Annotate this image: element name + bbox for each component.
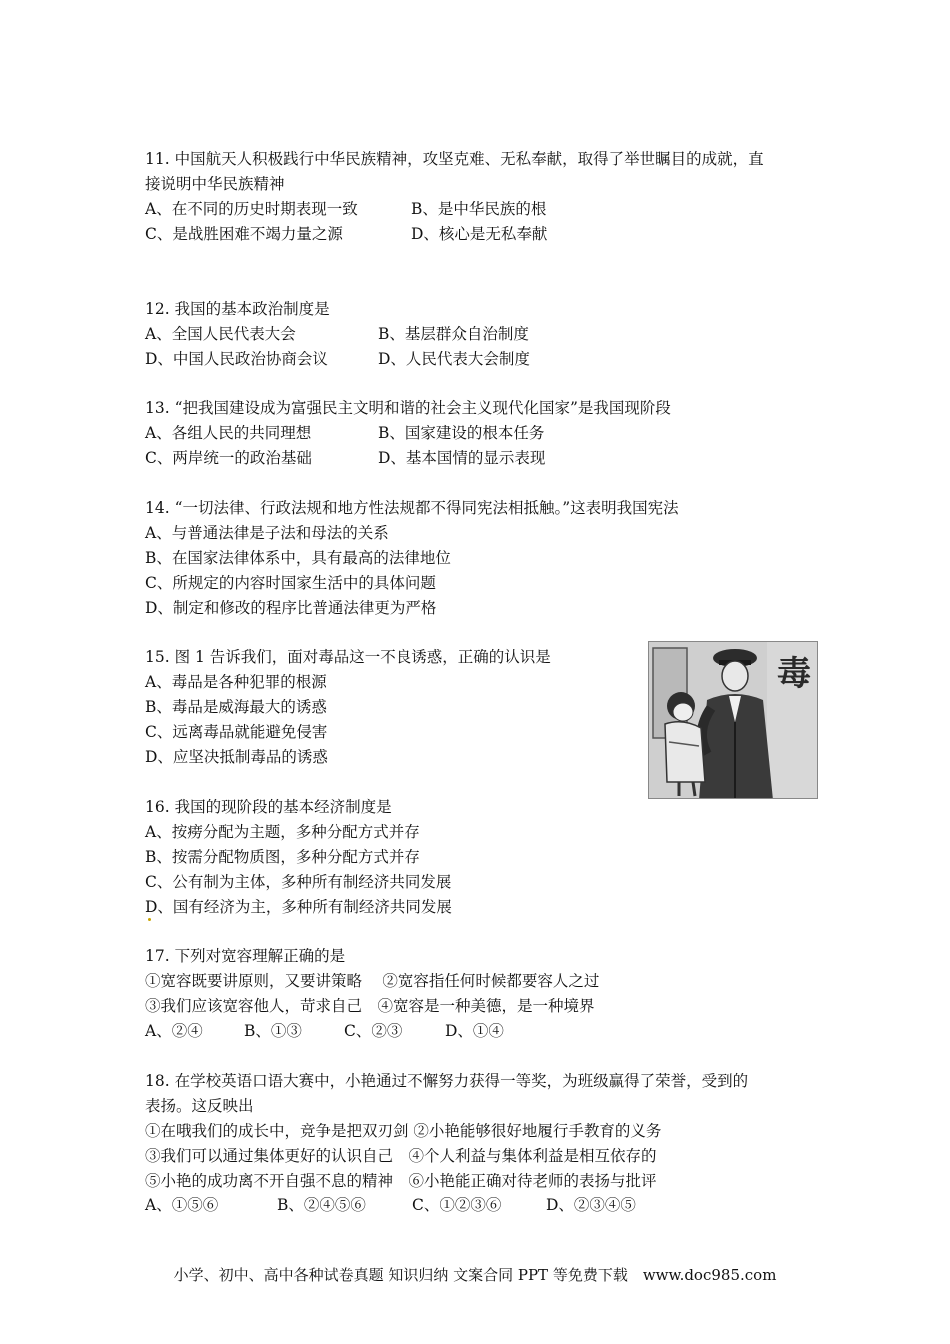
stray-mark xyxy=(148,918,151,921)
q17-option-a: A、②④ xyxy=(145,1022,203,1040)
q16-stem: 16. 我国的现阶段的基本经济制度是 xyxy=(145,798,392,816)
q13-option-c: C、两岸统一的政治基础 xyxy=(145,449,312,467)
q18-stem-line2: 表扬。这反映出 xyxy=(145,1097,254,1115)
q13-option-a: A、各组人民的共同理想 xyxy=(145,424,312,442)
q14-stem: 14. “一切法律、行政法规和地方性法规都不得同宪法相抵触。”这表明我国宪法 xyxy=(145,499,679,517)
q16-option-c: C、公有制为主体，多种所有制经济共同发展 xyxy=(145,873,452,891)
q18-stem-line1: 18. 在学校英语口语大赛中，小艳通过不懈努力获得一等奖，为班级赢得了荣誉，受到的 xyxy=(145,1072,749,1090)
q11-option-c: C、是战胜困难不竭力量之源 xyxy=(145,225,343,243)
q11-option-a: A、在不同的历史时期表现一致 xyxy=(145,200,358,218)
q15-option-d: D、应坚决抵制毒品的诱惑 xyxy=(145,748,328,766)
q17-option-c: C、②③ xyxy=(344,1022,403,1040)
q15-option-c: C、远离毒品就能避免侵害 xyxy=(145,723,328,741)
q13-option-b: B、国家建设的根本任务 xyxy=(378,424,545,442)
q12-option-a: A、全国人民代表大会 xyxy=(145,325,296,343)
q14-option-a: A、与普通法律是子法和母法的关系 xyxy=(145,524,389,542)
q18-statement-line2: ③我们可以通过集体更好的认识自己 ④个人利益与集体利益是相互依存的 xyxy=(145,1147,657,1165)
q11-option-d: D、核心是无私奉献 xyxy=(411,225,548,243)
q18-statement-line1: ①在哦我们的成长中，竞争是把双刃剑 ②小艳能够很好地履行手教育的义务 xyxy=(145,1122,662,1140)
q15-figure-image xyxy=(648,641,818,799)
q16-option-b: B、按需分配物质图，多种分配方式并存 xyxy=(145,848,420,866)
q18-option-b: B、②④⑤⑥ xyxy=(277,1196,366,1214)
q17-statement-line2: ③我们应该宽容他人，苛求自己 ④宽容是一种美德，是一种境界 xyxy=(145,997,595,1015)
q15-option-a: A、毒品是各种犯罪的根源 xyxy=(145,673,327,691)
q17-statement-line1: ①宽容既要讲原则，又要讲策略 ②宽容指任何时候都要容人之过 xyxy=(145,972,600,990)
q17-stem: 17. 下列对宽容理解正确的是 xyxy=(145,947,346,965)
q12-option-c: D、中国人民政治协商会议 xyxy=(145,350,328,368)
q11-stem-line2: 接说明中华民族精神 xyxy=(145,175,285,193)
q15-option-b: B、毒品是威海最大的诱惑 xyxy=(145,698,327,716)
q16-option-a: A、按痨分配为主题，多种分配方式并存 xyxy=(145,823,420,841)
q16-option-d: D、国有经济为主，多种所有制经济共同发展 xyxy=(145,898,452,916)
q11-option-b: B、是中华民族的根 xyxy=(411,200,547,218)
q12-stem: 12. 我国的基本政治制度是 xyxy=(145,300,330,318)
page-footer: 小学、初中、高中各种试卷真题 知识归纳 文案合同 PPT 等免费下载 www.doc985.com xyxy=(173,1266,777,1284)
q13-option-d: D、基本国情的显示表现 xyxy=(378,449,546,467)
q18-option-a: A、①⑤⑥ xyxy=(145,1196,219,1214)
q17-option-b: B、①③ xyxy=(244,1022,302,1040)
q13-stem: 13. “把我国建设成为富强民主文明和谐的社会主义现代化国家”是我国现阶段 xyxy=(145,399,671,417)
figure-calligraphy-character: 毒 xyxy=(777,654,811,694)
q18-option-d: D、②③④⑤ xyxy=(546,1196,636,1214)
q12-option-d: D、人民代表大会制度 xyxy=(378,350,530,368)
q15-stem: 15. 图 1 告诉我们，面对毒品这一不良诱惑，正确的认识是 xyxy=(145,648,551,666)
q18-statement-line3: ⑤小艳的成功离不开自强不息的精神 ⑥小艳能正确对待老师的表扬与批评 xyxy=(145,1172,657,1190)
q17-option-d: D、①④ xyxy=(445,1022,504,1040)
q14-option-d: D、制定和修改的程序比普通法律更为严格 xyxy=(145,599,437,617)
q12-option-b: B、基层群众自治制度 xyxy=(378,325,529,343)
q11-stem-line1: 11. 中国航天人积极践行中华民族精神，攻坚克难、无私奉献，取得了举世瞩目的成就，直 xyxy=(145,150,764,168)
q14-option-c: C、所规定的内容时国家生活中的具体问题 xyxy=(145,574,436,592)
q14-option-b: B、在国家法律体系中，具有最高的法律地位 xyxy=(145,549,451,567)
q18-option-c: C、①②③⑥ xyxy=(412,1196,502,1214)
